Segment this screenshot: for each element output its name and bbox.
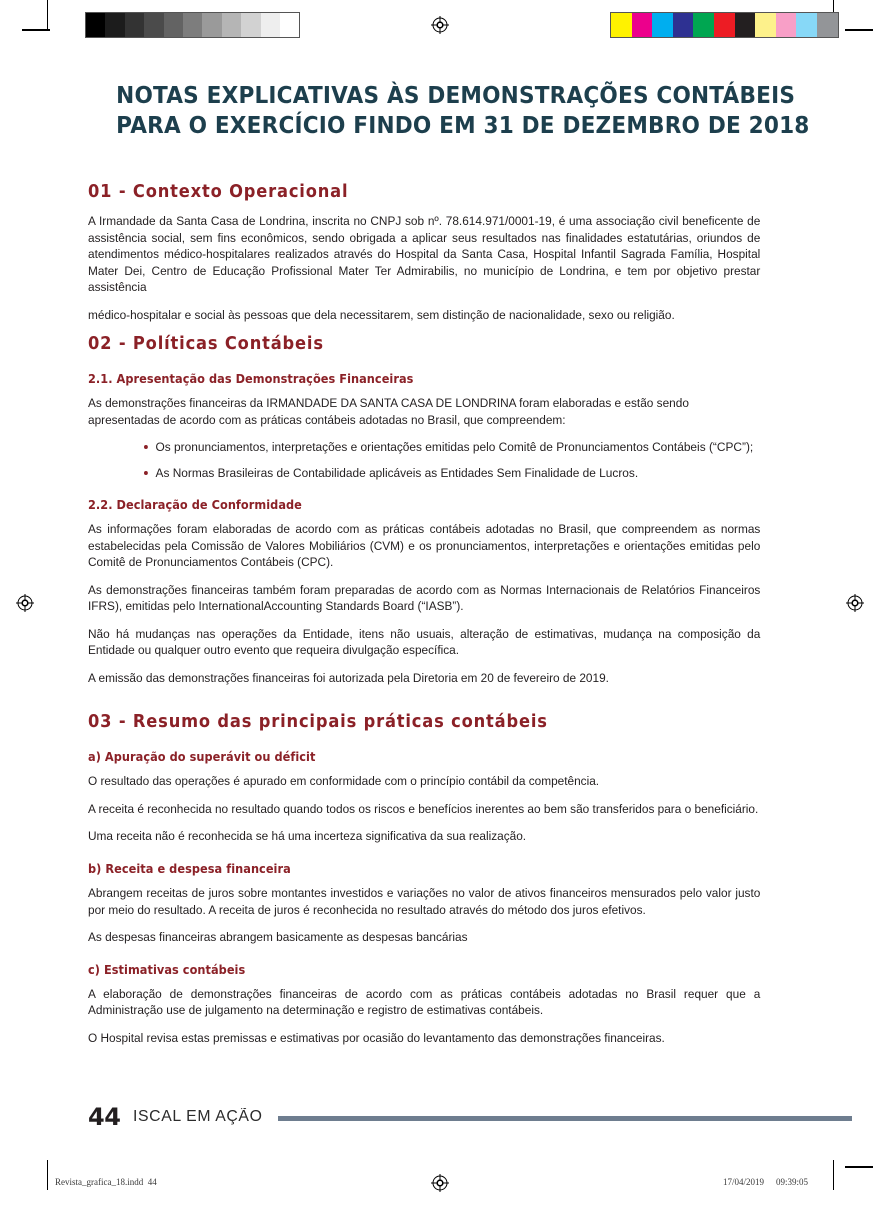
section-heading-03: 03 - Resumo das principais práticas contábeis: [88, 712, 548, 733]
section-01: [88, 182, 792, 323]
color-swatch-9: [796, 13, 817, 37]
slug-date: 17/04/2019: [722, 1177, 764, 1187]
gray-swatch-8: [241, 13, 260, 37]
subsection-c-paragraph-1: A elaboração de demonstrações financeiras de acordo com as práticas contábeis adotadas no Brasil requer que a Administração use de julgamento na determinação e registro de estimativas contábeis.: [88, 986, 761, 1018]
gray-swatch-2: [125, 13, 144, 37]
document-content: [88, 80, 810, 1057]
subsection-heading-c: c) Estimativas contábeis: [88, 961, 246, 977]
subsection-a-paragraph-2: A receita é reconhecida no resultado quando todos os riscos e benefícios inerentes ao bem são transferidos para o beneficiário.: [88, 801, 759, 816]
subsection-heading-a: a) Apuração do superávit ou déficit: [88, 749, 316, 765]
color-swatch-0: [611, 13, 632, 37]
gray-swatch-5: [183, 13, 202, 37]
color-swatch-10: [817, 13, 838, 37]
crop-mark-right-top-horizontal: [845, 29, 873, 31]
subsection-a-paragraph-1: O resultado das operações é apurado em conformidade com o princípio contábil da competência.: [88, 774, 600, 789]
list-item: [144, 465, 766, 482]
subsection-heading-b: b) Receita e despesa financeira: [88, 860, 291, 876]
page-title: [116, 80, 810, 140]
footer-rule: [278, 1116, 852, 1121]
gray-swatch-0: [86, 13, 105, 37]
grayscale-calibration-strip: [85, 12, 300, 38]
subsection-b-paragraph-1: Abrangem receitas de juros sobre montantes investidos e variações no valor de ativos financeiros mensurados pelo valor justo por meio do resultado. A receita de juros é reconhecida no resultado através do método dos juros efetivos.: [88, 886, 761, 917]
color-swatch-4: [693, 13, 714, 37]
crop-mark-top-left-vertical: [47, 0, 48, 30]
gray-swatch-1: [105, 13, 124, 37]
subsection-heading-2-2: 2.2. Declaração de Conformidade: [88, 497, 302, 513]
subsection-2-2-paragraph-2: As demonstrações financeiras também foram preparadas de acordo com as Normas Internacionais de Relatórios Financeiros IFRS), emitidas pelo InternationalAccounting Standards Board (“IASB”).: [88, 582, 761, 614]
subsection-c-paragraph-2: O Hospital revisa estas premissas e estimativas por ocasião do levantamento das demonstrações financeiras.: [88, 1030, 665, 1045]
subsection-2-1-bullet-list: [88, 439, 792, 481]
slug-filename-text: Revista_grafica_18.indd: [55, 1177, 144, 1187]
registration-mark-right-middle: [846, 594, 864, 612]
crop-mark-right-bottom-horizontal: [845, 1166, 873, 1168]
gray-swatch-9: [261, 13, 280, 37]
subsection-2-2-paragraph-1: As informações foram elaboradas de acordo com as práticas contábeis adotadas no Brasil, que compreendem as normas estabelecidas pela Comissão de Valores Mobiliários (CVM) e os pronunciamentos, interpretações e orientações emitidas pelo Comitê de Pronunciamentos Contábeis (CPC).: [88, 522, 761, 570]
color-swatch-6: [735, 13, 756, 37]
page-number: 44: [88, 1103, 121, 1131]
color-swatch-5: [714, 13, 735, 37]
brand-logo: ISCAL EM AÇÃO: [133, 1108, 263, 1125]
subsection-2-2-paragraph-4: A emissão das demonstrações financeiras foi autorizada pela Diretoria em 20 de fevereiro de 2019.: [88, 670, 609, 685]
crop-mark-bottom-right-vertical: [833, 1160, 834, 1190]
section-03: [88, 712, 792, 1046]
slug-filename: [55, 1177, 157, 1187]
gray-swatch-3: [144, 13, 163, 37]
color-swatch-1: [632, 13, 653, 37]
color-swatch-7: [755, 13, 776, 37]
subsection-a-paragraph-3: Uma receita não é reconhecida se há uma incerteza significativa da sua realização.: [88, 829, 527, 844]
crop-mark-left-top-horizontal: [22, 29, 50, 31]
gray-swatch-7: [222, 13, 241, 37]
registration-mark-top-center: [431, 16, 449, 34]
slug-timestamp: [723, 1177, 808, 1187]
page-footer: [88, 1103, 852, 1131]
color-swatch-3: [673, 13, 694, 37]
color-swatch-8: [776, 13, 797, 37]
list-item: [144, 439, 766, 456]
section-heading-02: 02 - Políticas Contábeis: [88, 334, 324, 355]
section-heading-01: 01 - Contexto Operacional: [88, 182, 349, 203]
color-swatch-2: [652, 13, 673, 37]
bullet-dot-icon: [144, 445, 148, 449]
crop-mark-top-right-vertical: [833, 0, 834, 30]
gray-swatch-4: [164, 13, 183, 37]
list-item-label: As Normas Brasileiras de Contabilidade aplicáveis as Entidades Sem Finalidade de Lucros.: [155, 465, 639, 480]
list-item-label: Os pronunciamentos, interpretações e orientações emitidas pelo Comitê de Pronunciamentos Contábeis (“CPC”);: [155, 440, 754, 455]
section-01-paragraph-1: A Irmandade da Santa Casa de Londrina, inscrita no CNPJ sob nº. 78.614.971/0001-19, é uma associação civil beneficente de assistência social, sem fins econômicos, sendo obrigada a aplicar seus resultados nas finalidades estatutárias, oriundos de atendimentos médico-hospitalares realizados através do Hospital da Santa Casa, Hospital Infantil Sagrada Família, Hospital Mater Dei, Centro de Educação Profissional Mater Ter Admirabilis, no município de Londrina, e tem por objetivo prestar assistência: [88, 214, 761, 295]
registration-mark-bottom-center: [431, 1174, 449, 1192]
section-02: [88, 334, 792, 686]
subsection-2-2-paragraph-3: Não há mudanças nas operações da Entidade, itens não usuais, alteração de estimativas, mudança na composição da Entidade ou qualquer outro evento que requeira divulgação específica.: [88, 626, 761, 658]
subsection-b-paragraph-2: As despesas financeiras abrangem basicamente as despesas bancárias: [88, 930, 468, 945]
subsection-heading-2-1: 2.1. Apresentação das Demonstrações Financeiras: [88, 371, 414, 387]
color-calibration-strip: [610, 12, 839, 38]
crop-mark-bottom-left-vertical: [47, 1160, 48, 1190]
slug-time: 09:39:05: [775, 1177, 808, 1187]
gray-swatch-10: [280, 13, 299, 37]
page-title-line-1: NOTAS EXPLICATIVAS ÀS DEMONSTRAÇÕES CONTÁBEIS: [116, 81, 796, 109]
subsection-2-1-paragraph-1: As demonstrações financeiras da IRMANDADE DA SANTA CASA DE LONDRINA foram elaboradas e estão sendo apresentadas de acordo com as práticas contábeis adotadas no Brasil, que compreendem:: [88, 396, 689, 427]
slug-page-number: 44: [147, 1177, 157, 1187]
section-01-paragraph-2: médico-hospitalar e social às pessoas que dela necessitarem, sem distinção de nacionalidade, sexo ou religião.: [88, 307, 675, 322]
page-title-line-2: PARA O EXERCÍCIO FINDO EM 31 DE DEZEMBRO DE 2018: [116, 111, 810, 140]
gray-swatch-6: [202, 13, 221, 37]
registration-mark-left-middle: [16, 594, 34, 612]
bullet-dot-icon: [144, 471, 148, 475]
